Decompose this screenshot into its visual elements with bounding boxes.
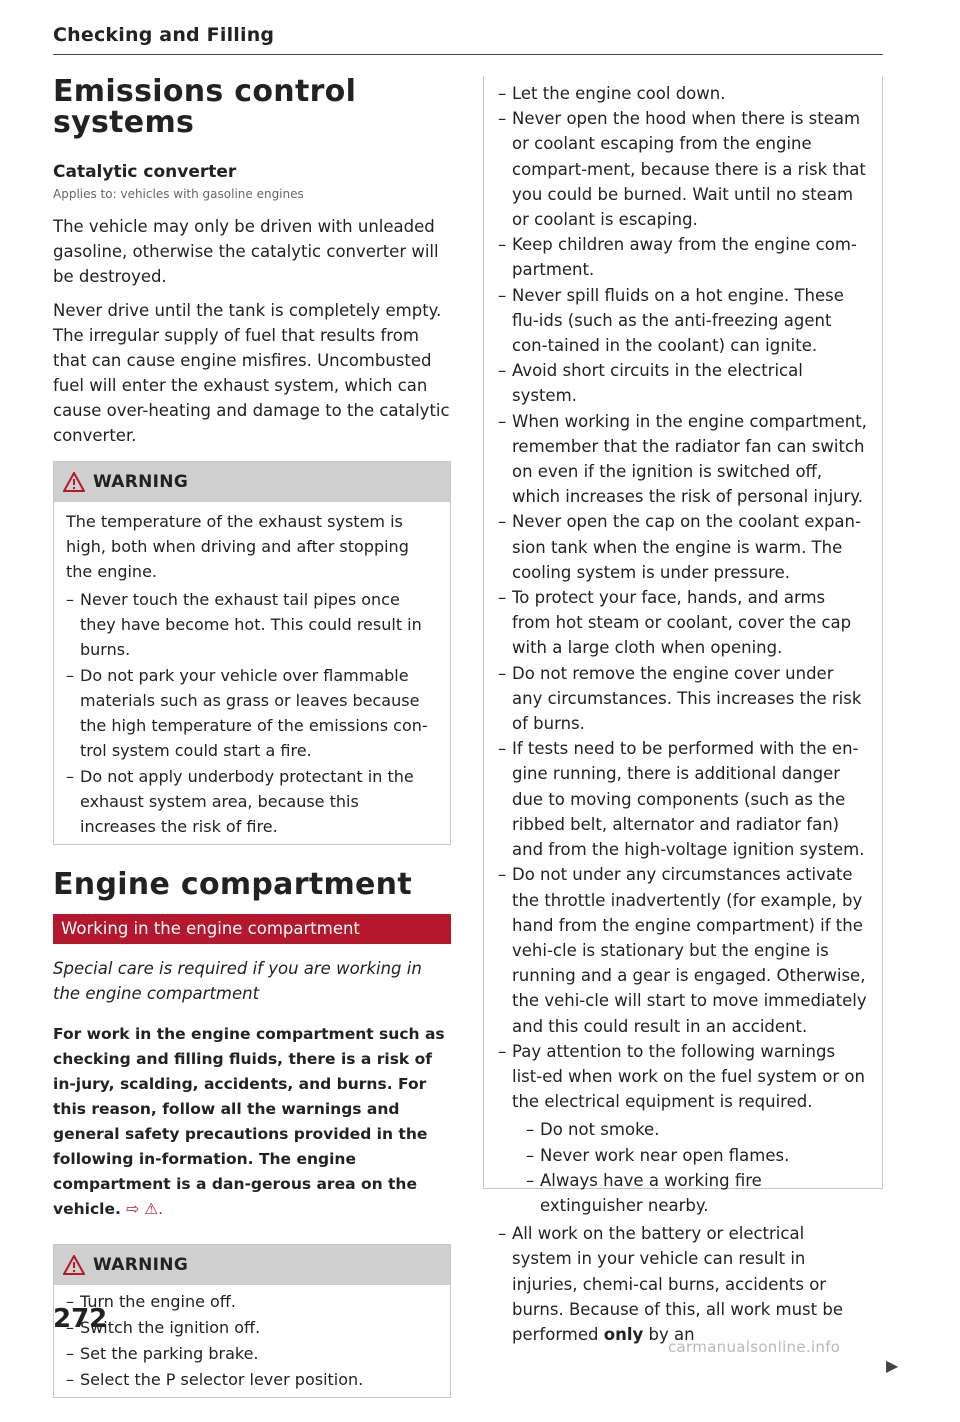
list-item: – Do not apply underbody protectant in the exhaust system area, because this increases the risk of fire. bbox=[66, 764, 438, 839]
section-heading: Engine compartment bbox=[53, 867, 412, 902]
list-item: – Set the parking brake. bbox=[66, 1341, 438, 1366]
sub-list bbox=[526, 1117, 868, 1218]
emphasis: only bbox=[603, 1324, 644, 1344]
applies-note: Applies to: vehicles with gasoline engines bbox=[53, 187, 304, 201]
list-item: – Do not under any circumstances activate the throttle inadvertently (for example, by hand from the engine compartment) if the vehi-cle is stationary but the engine is running and a gear is engaged. Otherwise, the vehi-cle will start to move immediately and this could result in an accident. bbox=[498, 862, 868, 1038]
continue-arrow-icon: ▶ bbox=[886, 1356, 899, 1375]
list-item: – Let the engine cool down. bbox=[498, 81, 868, 106]
section-title: Checking and Filling bbox=[53, 24, 275, 46]
warning-list bbox=[66, 1289, 438, 1392]
red-heading: Working in the engine compartment bbox=[53, 914, 451, 944]
subtitle: Catalytic converter bbox=[53, 162, 237, 182]
list-item-text: All work on the battery or electrical system in your vehicle can result in injuries, chemi-cal burns, accidents or burns. Because of this, all work must be performed bbox=[512, 1224, 843, 1344]
list-item: – Avoid short circuits in the electrical system. bbox=[498, 358, 868, 408]
warning-triangle-icon bbox=[63, 1255, 85, 1275]
list-item-text: by an bbox=[643, 1324, 695, 1344]
list-item: – Never open the hood when there is steam or coolant escaping from the engine compart-ment, because there is a risk that you could be burned. Wait until no steam or coolant is escaping. bbox=[498, 106, 868, 232]
page-header bbox=[53, 24, 883, 55]
paragraph: The vehicle may only be driven with unleaded gasoline, otherwise the catalytic converter will be destroyed. bbox=[53, 217, 439, 286]
sub-list-item: – Never work near open flames. bbox=[526, 1143, 868, 1168]
warning-list bbox=[498, 81, 868, 1347]
list-item: – Never spill fluids on a hot engine. These flu-ids (such as the anti-freezing agent con-tained in the coolant) can ignite. bbox=[498, 283, 868, 359]
bold-paragraph bbox=[53, 1022, 451, 1222]
italic-intro: Special care is required if you are working in the engine compartment bbox=[53, 959, 422, 1003]
warning-intro: The temperature of the exhaust system is high, both when driving and after stopping the engine. bbox=[66, 512, 409, 581]
warning-label: WARNING bbox=[93, 472, 189, 492]
left-column bbox=[53, 76, 451, 1422]
sub-list-item: – Always have a working fire extinguisher nearby. bbox=[526, 1168, 868, 1218]
warning-body bbox=[54, 1285, 450, 1397]
watermark: carmanualsonline.info bbox=[668, 1338, 841, 1356]
bold-text: For work in the engine compartment such as checking and filling fluids, there is a risk of in-jury, scalding, accidents, and burns. For this reason, follow all the warnings and general safety precautions provided in the following in-formation. The engine compartment is a dan-gerous area on the vehicle. bbox=[53, 1025, 445, 1218]
list-item: – When working in the engine compartment, remember that the radiator fan can switch on even if the ignition is switched off, which increases the risk of personal injury. bbox=[498, 409, 868, 510]
list-item bbox=[498, 1039, 868, 1218]
warning-list bbox=[66, 587, 438, 839]
sub-list-item: – Do not smoke. bbox=[526, 1117, 868, 1142]
list-item: – To protect your face, hands, and arms from hot steam or coolant, cover the cap with a large cloth when opening. bbox=[498, 585, 868, 661]
warning-header bbox=[54, 1245, 450, 1285]
list-item: – Select the P selector lever position. bbox=[66, 1367, 438, 1392]
list-item: – Keep children away from the engine com-partment. bbox=[498, 232, 868, 282]
warning-label: WARNING bbox=[93, 1255, 189, 1275]
warning-box bbox=[53, 461, 451, 845]
list-item: – Do not remove the engine cover under any circumstances. This increases the risk of burns. bbox=[498, 661, 868, 737]
warning-reference-link[interactable]: ⇨ ⚠. bbox=[126, 1200, 164, 1218]
list-item: – Turn the engine off. bbox=[66, 1289, 438, 1314]
list-item-text: Pay attention to the following warnings list-ed when work on the fuel system or on the electrical equipment is required. bbox=[512, 1041, 865, 1112]
warning-triangle-icon bbox=[63, 472, 85, 492]
warning-body bbox=[54, 502, 450, 844]
paragraph: Never drive until the tank is completely empty. The irregular supply of fuel that results from that can cause engine misfires. Uncombusted fuel will enter the exhaust system, which can cause over-heating and damage to the catalytic converter. bbox=[53, 301, 450, 445]
page-number: 272 bbox=[53, 1304, 108, 1334]
list-item: – Do not park your vehicle over flammable materials such as grass or leaves because the high temperature of the emissions con-trol system could start a fire. bbox=[66, 663, 438, 763]
page-title: Emissions control systems bbox=[53, 74, 357, 140]
list-item: – Switch the ignition off. bbox=[66, 1315, 438, 1340]
list-item: – Never open the cap on the coolant expan-sion tank when the engine is warm. The cooling system is under pressure. bbox=[498, 509, 868, 585]
list-item: – If tests need to be performed with the en-gine running, there is additional danger due to moving components (such as the ribbed belt, alternator and radiator fan) and from the high-voltage ignition system. bbox=[498, 736, 868, 862]
list-item: – Never touch the exhaust tail pipes once they have become hot. This could result in burns. bbox=[66, 587, 438, 662]
warning-box bbox=[53, 1244, 451, 1398]
list-item bbox=[498, 1221, 868, 1347]
warning-header bbox=[54, 462, 450, 502]
